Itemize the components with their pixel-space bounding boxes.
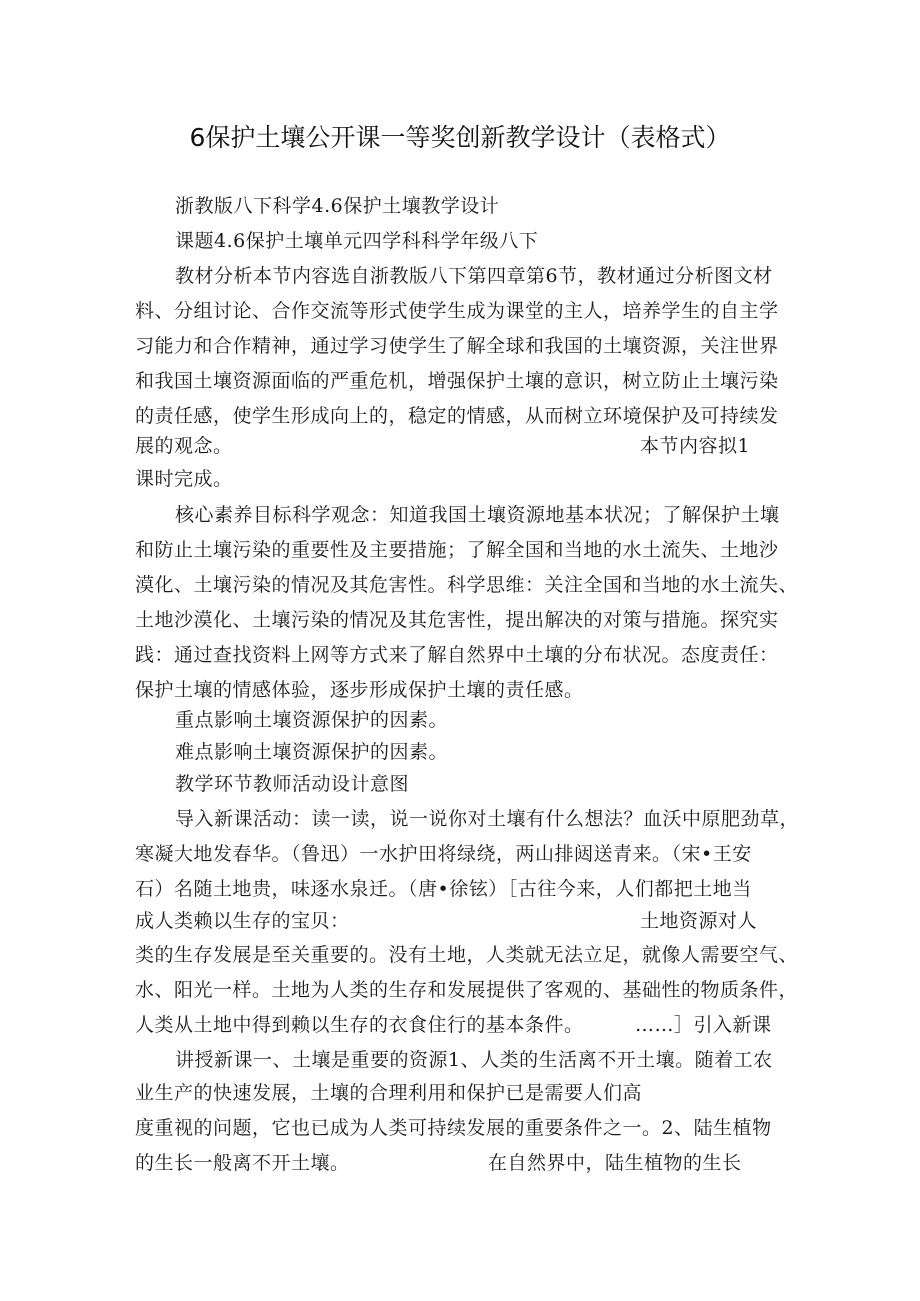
text-line: 料、分组讨论、合作交流等形式使学生成为课堂的主人，培养学生的自主学 <box>135 300 779 322</box>
text-line: 和防止土壤污染的重要性及主要措施；了解全国和当地的水土流失、土地沙 <box>135 539 779 561</box>
text-line: 习能力和合作精神，通过学习使学生了解全球和我国的土壤资源，关注世界 <box>135 335 779 357</box>
document-title: 6保护土壤公开课一等奖创新教学设计（表格式） <box>189 123 731 152</box>
text-line: 教材分析本节内容选自浙教版八下第四章第6节，教材通过分析图文材 <box>175 265 773 287</box>
text-line: 的责任感，使学生形成向上的，稳定的情感，从而树立环境保护及可持续发 <box>135 405 779 427</box>
text-line: 难点影响土壤资源保护的因素。 <box>175 741 449 763</box>
text-line: 课时完成。 <box>135 468 233 490</box>
text-line: 导入新课活动：读一读，说一说你对土壤有什么想法？血沃中原肥劲草， <box>175 808 800 830</box>
text-line: 土地资源对人 <box>640 910 758 932</box>
text-line: 浙教版八下科学4.6保护土壤教学设计 <box>175 195 500 217</box>
text-line: 讲授新课一、土壤是重要的资源1、人类的生活离不开土壤。随着工农 <box>175 1049 773 1071</box>
text-line: 保护土壤的情感体验，逐步形成保护土壤的责任感。 <box>135 679 584 701</box>
text-line: 业生产的快速发展，土壤的合理利用和保护已是需要人们高 <box>135 1082 643 1104</box>
text-line: 寒凝大地发春华。（鲁迅）一水护田将绿绕，两山排闼送青来。（宋•王安 <box>135 843 752 865</box>
text-line: 展的观念。 <box>135 435 233 457</box>
text-line: 本节内容拟1 <box>640 435 751 457</box>
text-line: 教学环节教师活动设计意图 <box>175 773 410 795</box>
text-line: 土地沙漠化、土壤污染的情况及其危害性，提出解决的对策与措施。探究实 <box>135 609 779 631</box>
text-line: 漠化、土壤污染的情况及其危害性。科学思维：关注全国和当地的水土流失、 <box>135 574 799 596</box>
text-line: 重点影响土壤资源保护的因素。 <box>175 709 449 731</box>
text-line: 人类从土地中得到赖以生存的衣食住行的基本条件。 <box>135 1014 584 1036</box>
text-line: 类的生存发展是至关重要的。没有土地，人类就无法立足，就像人需要空气、 <box>135 944 799 966</box>
text-line: 水、阳光一样。土地为人类的生存和发展提供了客观的、基础性的物质条件， <box>135 979 799 1001</box>
text-line: 度重视的问题，它也已成为人类可持续发展的重要条件之一。2、陆生植物 <box>135 1117 772 1139</box>
text-line: 课题4.6保护土壤单元四学科科学年级八下 <box>175 230 539 252</box>
text-line: 在自然界中，陆生植物的生长 <box>488 1152 742 1174</box>
text-line: ……］引入新课 <box>635 1014 772 1036</box>
text-line: 核心素养目标科学观念：知道我国土壤资源地基本状况；了解保护土壤 <box>175 504 780 526</box>
text-line: 和我国土壤资源面临的严重危机，增强保护土壤的意识，树立防止土壤污染 <box>135 370 779 392</box>
text-line: 践：通过查找资料上网等方式来了解自然界中土壤的分布状况。态度责任： <box>135 644 779 666</box>
text-line: 石）名随土地贵，味逐水泉迁。（唐•徐铉）［古往今来，人们都把土地当 <box>135 878 752 900</box>
text-line: 成人类赖以生存的宝贝： <box>135 910 350 932</box>
text-line: 的生长一般离不开土壤。 <box>135 1152 350 1174</box>
